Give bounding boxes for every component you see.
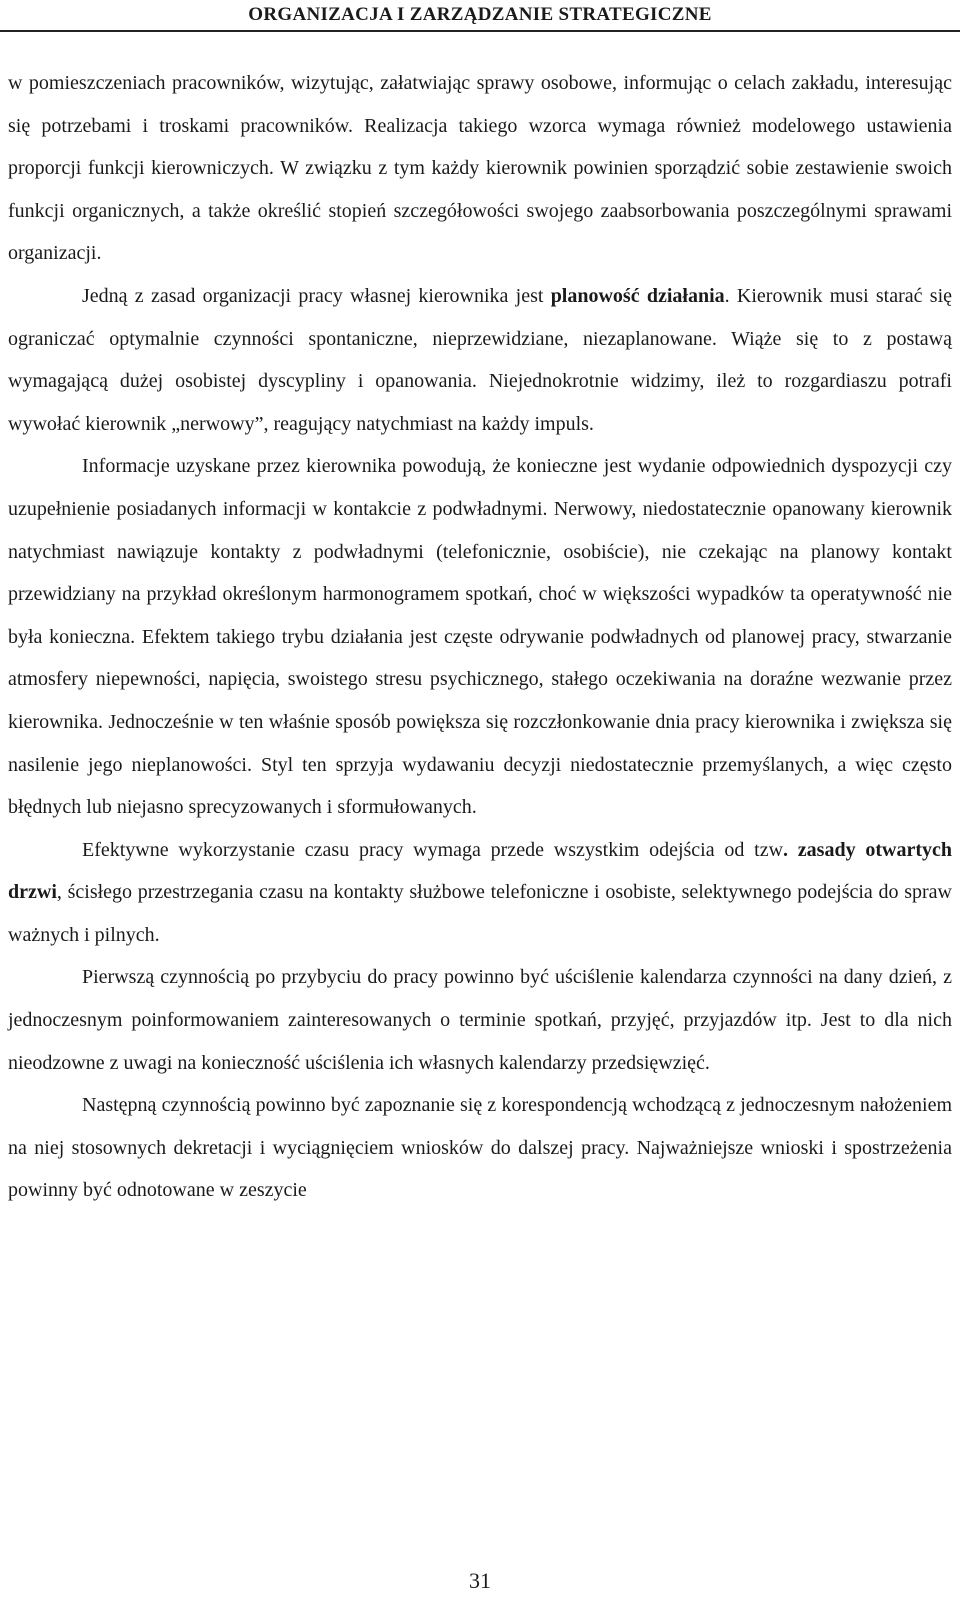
text-run: Jedną z zasad organizacji pracy własnej kierownika jest: [82, 284, 551, 307]
paragraph: [8, 275, 952, 445]
text-run: Następną czynnością powinno być zapoznanie się z korespondencją wchodzącą z jednoczesnym nałożeniem na niej stosownych dekretacji i wyciągnięciem wniosków do dalszej pracy. Najważniejsze wnioski i spostrzeżenia powinny być odnotowane w zeszycie: [8, 1094, 952, 1202]
header-rule: [0, 30, 960, 32]
document-body: [8, 62, 952, 1212]
text-run: . Kierownik musi starać się ograniczać optymalnie czynności spontaniczne, nieprzewidziane, niezaplanowane. Wiąże się to z postawą wymagającą dużej osobistej dyscypliny i opanowania. Niejednokrotnie widzimy, ileż to rozgardiaszu potrafi wywołać kierownik „nerwowy”, reagujący natychmiast na każdy impuls.: [8, 284, 952, 435]
text-run: Pierwszą czynnością po przybyciu do pracy powinno być uściślenie kalendarza czynności na dany dzień, z jednoczesnym poinformowaniem zainteresowanych o terminie spotkań, przyjęć, przyjazdów itp. Jest to dla nich nieodzowne z uwagi na konieczność uściślenia ich własnych kalendarzy przedsięwzięć.: [8, 966, 952, 1074]
text-run: Efektywne wykorzystanie czasu pracy wymaga przede wszystkim odejścia od tzw: [82, 838, 784, 861]
paragraph: [8, 829, 952, 957]
bold-text-run: . zasady otwartych drzwi: [8, 838, 952, 904]
page-number: 31: [469, 1568, 491, 1593]
paragraph: [8, 445, 952, 828]
text-run: w pomieszczeniach pracowników, wizytując, załatwiając sprawy osobowe, informując o celach zakładu, interesując się potrzebami i troskami pracowników. Realizacja takiego wzorca wymaga również modelowego ustawienia proporcji funkcji kierowniczych. W związku z tym każdy kierownik powinien sporządzić sobie zestawienie swoich funkcji organicznych, a także określić stopień szczegółowości swojego zaabsorbowania poszczególnymi sprawami organizacji.: [8, 72, 952, 265]
bold-text-run: planowość działania: [550, 284, 725, 307]
running-header-title: ORGANIZACJA I ZARZĄDZANIE STRATEGICZNE: [248, 4, 712, 25]
paragraph: [8, 1084, 952, 1212]
text-run: , ścisłego przestrzegania czasu na kontakty służbowe telefoniczne i osobiste, selektywnego podejścia do spraw ważnych i pilnych.: [8, 881, 952, 946]
page-header: [0, 0, 960, 34]
paragraph: [8, 956, 952, 1084]
text-run: Informacje uzyskane przez kierownika powodują, że konieczne jest wydanie odpowiednich dyspozycji czy uzupełnienie posiadanych informacji w kontakcie z podwładnymi. Nerwowy, niedostatecznie opanowany kierownik natychmiast nawiązuje kontakty z podwładnymi (telefonicznie, osobiście), nie czekając na planowy kontakt przewidziany na przykład określonym harmonogramem spotkań, choć w większości wypadków ta operatywność nie była konieczna. Efektem takiego trybu działania jest częste odrywanie podwładnych od planowej pracy, stwarzanie atmosfery niepewności, napięcia, swoistego stresu psychicznego, stałego oczekiwania na doraźne wezwanie przez kierownika. Jednocześnie w ten właśnie sposób powiększa się rozczłonkowanie dnia pracy kierownika i zwiększa się nasilenie jego nieplanowości. Styl ten sprzyja wydawaniu decyzji niedostatecznie przemyślanych, a więc często błędnych lub niejasno sprecyzowanych i sformułowanych.: [8, 455, 952, 819]
paragraph: [8, 62, 952, 275]
